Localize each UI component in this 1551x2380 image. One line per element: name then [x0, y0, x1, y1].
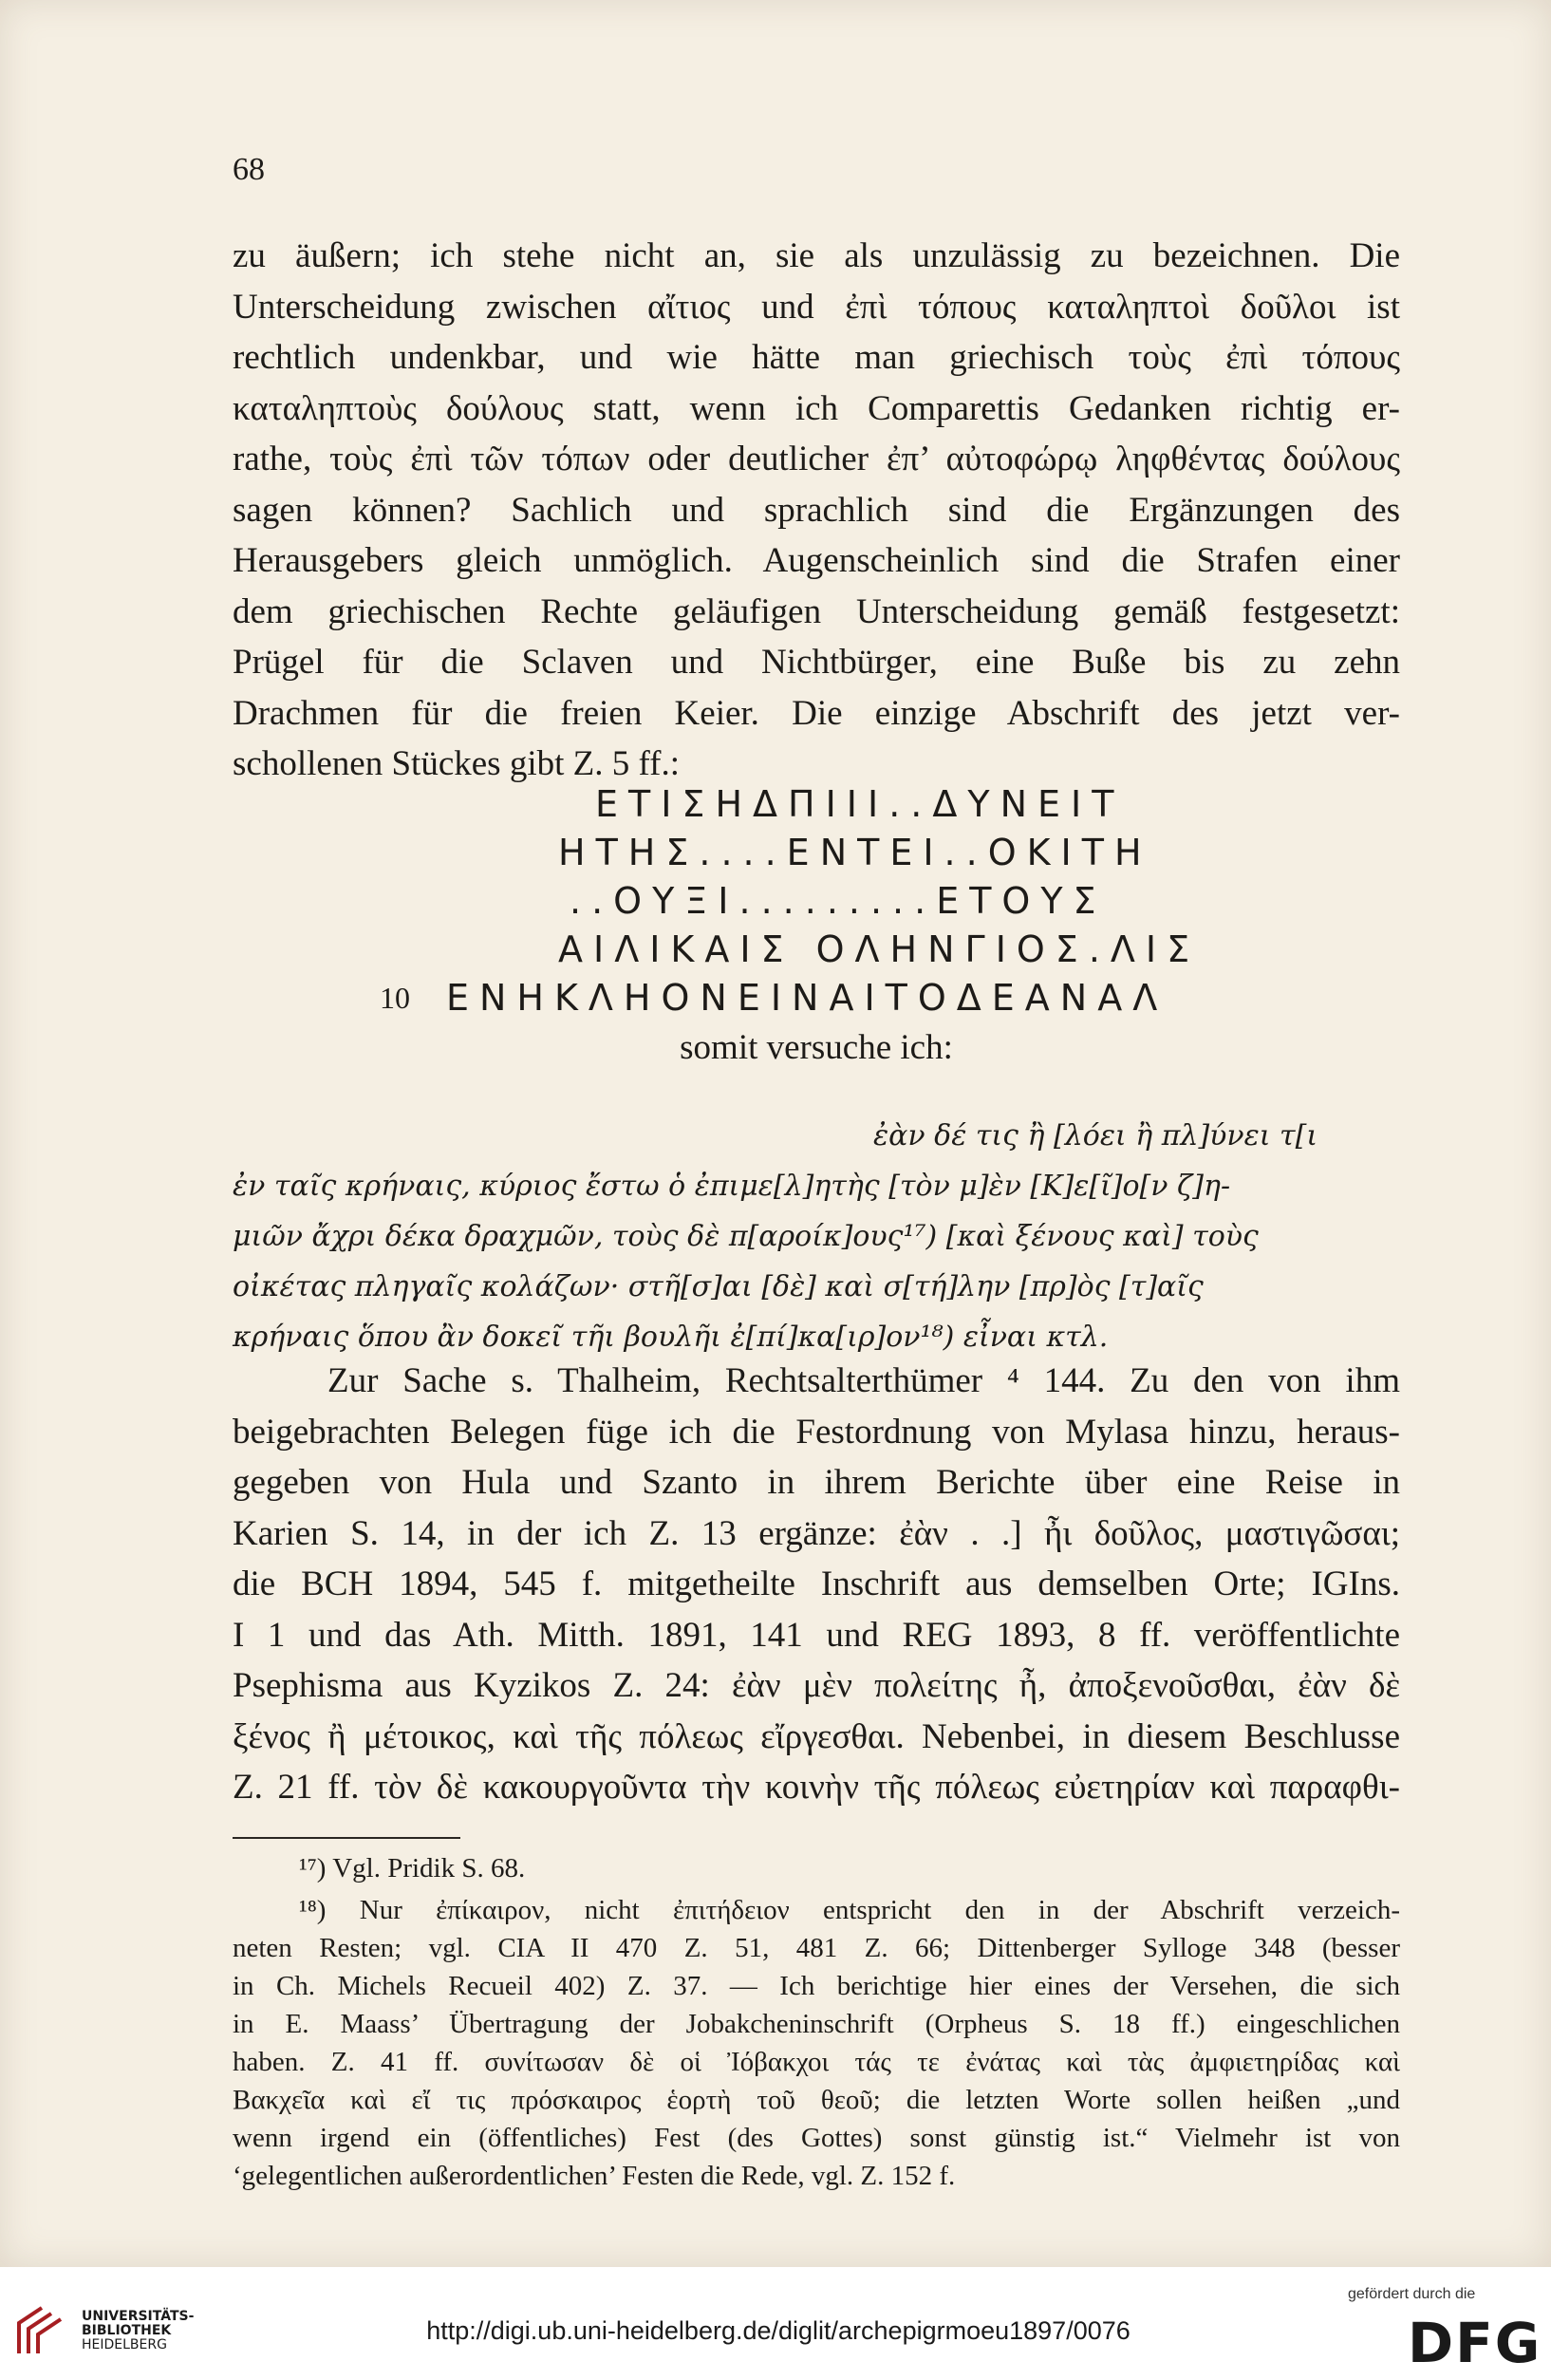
body-line: Psephisma aus Kyzikos Z. 24: ἐὰν μὲν πολείτης ἦ, ἀποξενοῦσθαι, ἐὰν δὲ	[233, 1666, 1400, 1705]
footnote-line: Βακχεῖα καὶ εἴ τις πρόσκαιρος ἑορτὴ τοῦ θεοῦ; die letzten Worte sollen heißen „und	[233, 2085, 1400, 2115]
inscription-text: ΗΤΗΣ....ΕΝΤΕΙ..ΟΚΙΤΗ	[558, 832, 1152, 873]
body-line	[233, 1356, 1400, 1407]
greek-line: μιῶν ἄχρι δέκα δραχμῶν, τοὺς δὲ π[αροίκ]ους¹⁷) [καὶ ξένους καὶ] τοὺς	[233, 1220, 1259, 1253]
body-line: ξένος ἢ μέτοικος, καὶ τῆς πόλεως εἴργεσθαι. Nebenbei, in diesem Beschlusse	[233, 1716, 1400, 1756]
body-line: sagen können? Sachlich und sprachlich sind die Ergänzungen des	[233, 490, 1400, 530]
dfg-logo: DFG	[1408, 2311, 1542, 2375]
permalink-url[interactable]: http://digi.ub.uni-heidelberg.de/diglit/archepigrmoeu1897/0076	[426, 2316, 1131, 2345]
inscription-line	[233, 974, 1400, 1022]
footnote-17: ¹⁷) Vgl. Pridik S. 68.	[299, 1853, 526, 1883]
footnote-line: ¹⁸) Nur ἐπίκαιρον, nicht ἐπιτήδειον entspricht den in der Abschrift verzeich-	[299, 1895, 1400, 1925]
inscription-transcript	[233, 780, 1400, 1022]
body-line: dem griechischen Rechte geläufigen Unterscheidung gemäß festgesetzt:	[233, 591, 1400, 631]
footnote-line: ‘gelegentlichen außerordentlichen’ Festen die Rede, vgl. Z. 152 f.	[233, 2161, 956, 2191]
footnote-line: haben. Z. 41 ff. συνίτωσαν δὲ οἱ Ἰόβακχοι τάς τε ἐνάτας καὶ τὰς ἀμφιετηρίδας καὶ	[233, 2047, 1400, 2077]
sponsor-caption: gefördert durch die	[1348, 2286, 1476, 2302]
inscription-line	[233, 829, 1400, 877]
library-name-line: UNIVERSITÄTS-	[82, 2309, 195, 2324]
body-line: die BCH 1894, 545 f. mitgetheilte Inschrift aus demselben Orte; IGIns.	[233, 1565, 1400, 1603]
body-line: Drachmen für die freien Keier. Die einzige Abschrift des jetzt ver-	[233, 693, 1400, 733]
greek-line: οἰκέτας πληγαῖς κολάζων· στῆ[σ]αι [δὲ] καὶ σ[τή]λην [πρ]ὸς [τ]αῖς	[233, 1270, 1204, 1303]
body-line: schollenen Stückes gibt Z. 5 ff.:	[233, 744, 680, 783]
page-number: 68	[233, 152, 265, 187]
body-line: Herausgebers gleich unmöglich. Augenscheinlich sind die Strafen einer	[233, 541, 1400, 580]
body-line: Z. 21 ff. τὸν δὲ κακουργοῦντα τὴν κοινὴν τῆς πόλεως εὐετηρίαν καὶ παραφθι-	[233, 1768, 1400, 1807]
greek-line: κρήναις ὅπου ἂν δοκεῖ τῆι βουλῆι ἐ[πί]κα[ιρ]ον¹⁸) εἶναι κτλ.	[233, 1321, 1109, 1354]
greek-line: ἐν ταῖς κρήναις, κύριος ἔστω ὁ ἐπιμε[λ]ητὴς [τὸν μ]ὲν [Κ]ε[ῖ]ο[ν ζ]η-	[233, 1170, 1231, 1203]
footnote-line: wenn irgend ein (öffentliches) Fest (des Gottes) sonst günstig ist.“ Vielmehr ist von	[233, 2123, 1400, 2153]
footnote-line: in E. Maass’ Übertragung der Jobakcheninschrift (Orpheus S. 18 ff.) eingeschlichen	[233, 2009, 1400, 2039]
body-line: Karien S. 14, in der ich Z. 13 ergänze: ἐὰν . .] ἦι δοῦλος, μαστιγῶσαι;	[233, 1513, 1400, 1553]
inscription-line	[233, 877, 1400, 926]
body-line: beigebrachten Belegen füge ich die Festordnung von Mylasa hinzu, heraus-	[233, 1412, 1400, 1452]
greek-restoration	[233, 1111, 1400, 1362]
body-line: zu äußern; ich stehe nicht an, sie als unzulässig zu bezeichnen. Die	[233, 236, 1400, 275]
body-line: I 1 und das Ath. Mitth. 1891, 141 und REG 1893, 8 ff. veröffentlichte	[233, 1615, 1400, 1655]
body-line: gegeben von Hula und Szanto in ihrem Berichte über eine Reise in	[233, 1463, 1400, 1502]
inscription-text: ΕΤΙΣΗΔΠΙΙΙ..ΔΥΝΕΙΤ	[595, 783, 1125, 825]
body-line: rathe, τοὺς ἐπὶ τῶν τόπων oder deutlicher ἐπ’ αὐτοφώρῳ ληφθέντας δούλους	[233, 440, 1400, 478]
inscription-text: ..ΟΥΞΙ.........ΕΤΟΥΣ	[570, 880, 1107, 922]
transition-line: somit versuche ich:	[680, 1028, 953, 1067]
body-line: Unterscheidung zwischen αἴτιος und ἐπὶ τόπους καταληπτοὶ δοῦλοι ist	[233, 287, 1400, 327]
body-line: Prügel für die Sclaven und Nichtbürger, eine Buße bis zu zehn	[233, 643, 1400, 682]
inscription-line	[233, 780, 1400, 829]
body-line: rechtlich undenkbar, und wie hätte man griechisch τοὺς ἐπὶ τόπους	[233, 338, 1400, 377]
body-line: καταληπτοὺς δούλους statt, wenn ich Comparettis Gedanken richtig er-	[233, 388, 1400, 428]
library-name	[82, 2310, 194, 2352]
greek-line: ἐὰν δέ τις ἢ [λόει ἢ πλ]ύνει τ[ι	[873, 1119, 1318, 1153]
line-number: 10	[380, 981, 410, 1015]
library-name-line: HEIDELBERG	[82, 2337, 167, 2352]
body-line-text: Zur Sache s. Thalheim, Rechtsalterthümer ⁴ 144. Zu den von ihm	[327, 1361, 1400, 1400]
university-library-icon	[13, 2302, 70, 2359]
inscription-text: ΑΙΛΙΚΑΙΣ ΟΛΗΝΓΙΟΣ.ΛΙΣ	[558, 928, 1201, 970]
footnote-line: in Ch. Michels Recueil 402) Z. 37. — Ich berichtige hier eines der Versehen, die sich	[233, 1971, 1400, 2001]
footnote-line: neten Resten; vgl. CIA II 470 Z. 51, 481 Z. 66; Dittenberger Sylloge 348 (besser	[233, 1933, 1400, 1963]
inscription-line	[233, 926, 1400, 974]
footnote-rule	[233, 1837, 460, 1839]
library-name-line: BIBLIOTHEK	[82, 2323, 172, 2338]
inscription-text: ΕΝΗΚΛΗΟΝΕΙΝΑΙΤΟΔΕΑΝΑΛ	[446, 977, 1168, 1019]
